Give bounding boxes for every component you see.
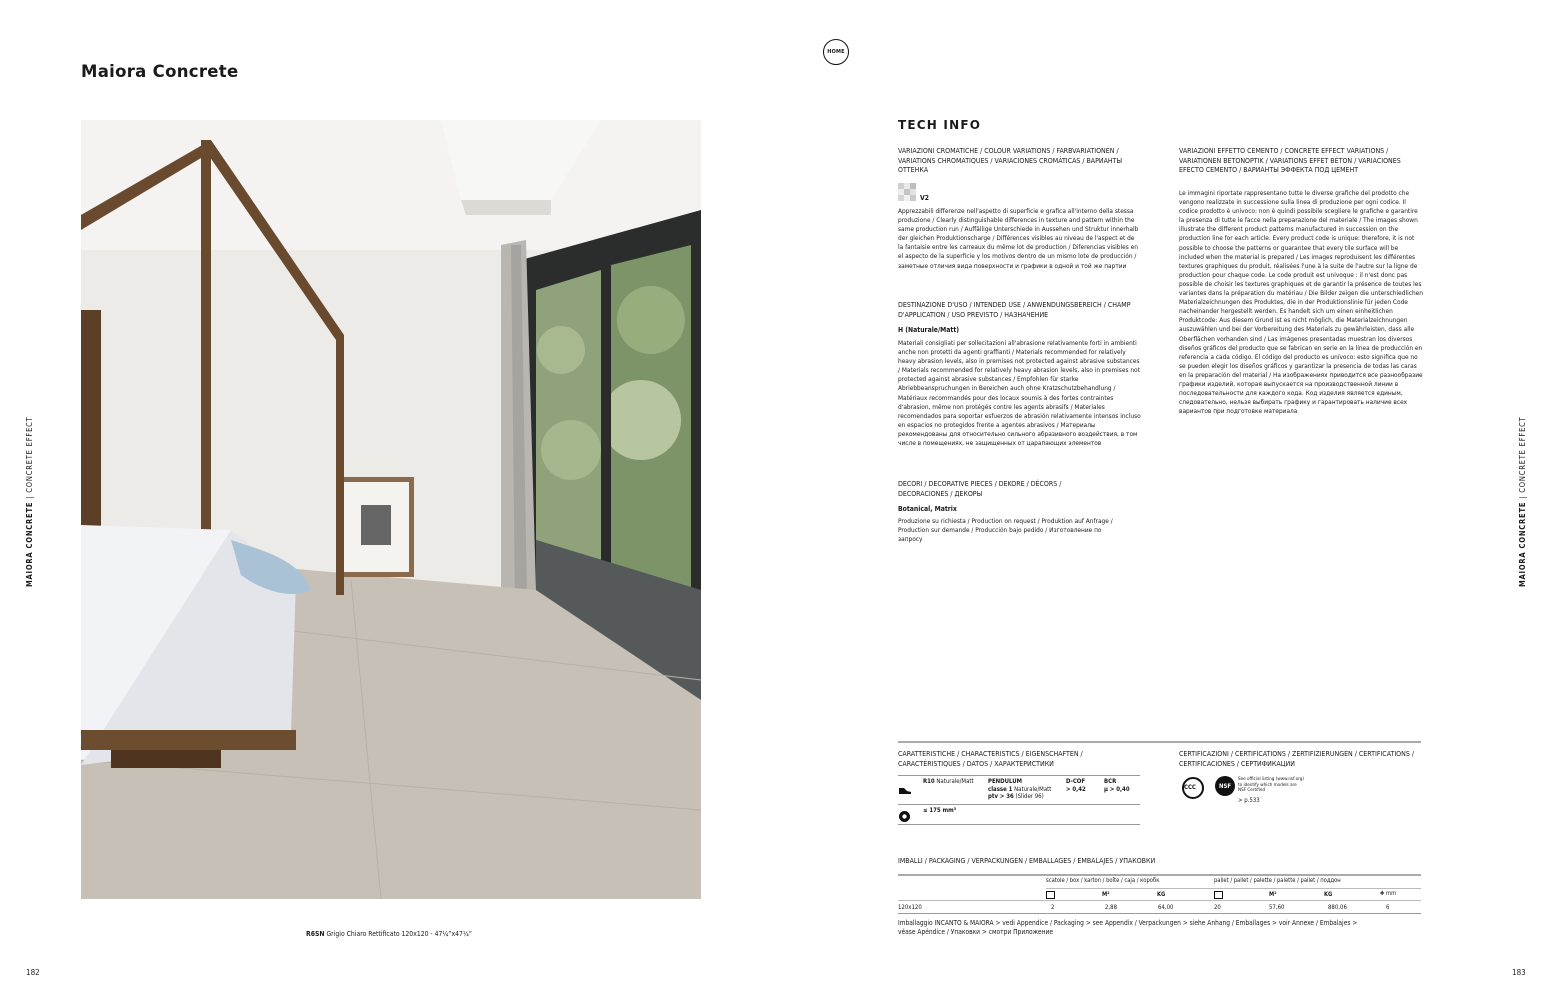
packaging-rule-bottom [898,913,1421,914]
pendulum-label: PENDULUM [988,778,1023,785]
page-number-left: 182 [26,968,40,977]
box-heading: scatole / box / karton / boîte / caja / коробк [1046,878,1160,884]
row-pallet-kg: 880,06 [1328,904,1347,911]
colour-variations-heading: VARIAZIONI CROMATICHE / COLOUR VARIATIONS / FARBVARIATIONEN / VARIATIONS CHROMATIQUES / VARIACIONES CROMÁTICAS / ВАРИАНТЫ ОТТЕНКА [898,147,1123,175]
row-pallet-m2: 57,60 [1269,904,1285,911]
photo-caption [306,930,472,938]
tech-info-title: TECH INFO [898,118,982,132]
nsf-page-ref[interactable]: > p.533 [1238,797,1260,804]
concrete-variations-text: Le immagini riportate rappresentano tutte le diverse grafiche del prodotto che vengono realizzate in successione sulla linea di produzione per ogni codice. Il codice prodotto è univoco: non è quindi possibile scegliere le grafiche e garantire la presenza di tutte le facce nella preparazione del materiale / The images shown illustrate the different product patterns manufactured in succession on the production line for each article. Every product code is unique: therefore, it is not possible to choose the patterns or guarantee that every tile surface will be included when the material is prepared / Les images reproduisent les différentes textures graphiques du produit, réalisées l'une à la suite de l'autre sur la ligne de production pour chaque code. Le code produit est univoque : il n'est donc pas possible de choisir les textures graphiques et de garantir la présence de toutes les variantes dans la préparation du matériau / Die Bilder zeigen die unterschiedlichen Materialzeichnungen des Produktes, die in der Produktionslinie für jeden Code nacheinander hergestellt werden. Es handelt sich um einen einheitlichen Produktcode: Aus diesem Grund ist es nicht möglich, die Materialzeichnungen auszuwählen und bei der Vorbereitung des Materials zu gewährleisten, dass alle Oberflächen vorhanden sind / Las imágenes presentadas muestran los diversos diseños gráficos del producto que se fabrican en serie en la línea de producción en referencia a cada código. El código del producto es unívoco: esto significa que no se pueden elegir los diseños gráficos y garantizar la presencia de todas las caras en la preparación del material / На изображениях приводится все разнообразие графики изделий, которая выпускается на производственной линии в последовательности для каждого кода. Код изделия является единым, следовательно, нельзя выбирать графику и гарантировать наличие всех вариантов при подготовке материала [1179,189,1423,416]
dcof-label: D-COF [1066,778,1086,785]
nsf-listing-line1: See official listing (www.nsf.org) [1238,777,1304,782]
characteristics-rule-mid [898,804,1140,805]
bcr-info [1104,778,1130,793]
nsf-listing-text [1238,777,1304,794]
abrasion-value: ≤ 175 mm³ [923,807,957,814]
decors-names: Botanical, Matrix [898,505,957,513]
intended-use-class: H (Naturale/Matt) [898,326,960,334]
pallet-icon [1214,891,1223,899]
ptv-value: ptv > 36 [988,793,1014,801]
packaging-heading: IMBALLI / PACKAGING / VERPACKUNGEN / EMBALLAGES / EMBALAJES / УПАКОВКИ [898,857,1156,865]
box-icon [1046,891,1055,899]
packaging-note: Imballaggio INCANTO & MAIORA > vedi Appendice / Packaging > see Appendix / Verpackungen > siehe Anhang / Emballages > voir Annexe / Embalajes > véase Apéndice / Упаковки > смотри Приложение [898,919,1358,937]
characteristics-heading: CARATTERISTICHE / CHARACTERISTICS / EIGENSCHAFTEN / CARACTÉRISTIQUES / DATOS / ХАРАКТЕРИСТИКИ [898,750,1083,768]
home-label: HOME [827,49,845,55]
box-m2-header: M² [1102,892,1110,898]
pendulum-class: classe 1 [988,785,1013,793]
product-code: R6SN [306,930,325,938]
swatch-pattern-icon [898,183,916,201]
shoe-icon [898,780,912,799]
packaging-header-rule [898,900,1421,901]
pendulum-finish: Naturale/Matt [1012,785,1052,793]
product-description: Grigio Chiaro Rettificato 120x120 - 47¼”x47¼” [324,930,472,938]
side-label-left-normal: | CONCRETE EFFECT [25,416,34,502]
pallet-kg-header: KG [1324,892,1333,898]
ccc-text: CCC [1184,784,1196,791]
bedroom-photo [81,120,701,899]
pallet-heading: pallet / pallet / palette / palette / pallet / поддон [1214,878,1341,884]
colour-variations-text: Apprezzabili differenze nell'aspetto di superficie e grafica all'interno della stessa produzione / Clearly distinguishable differences in texture and pattern within the same production run / Auffällige Unterschiede in Aussehen und Struktur innerhalb der gleichen Produktionscharge / Différences visibles au niveau de l'aspect et de la fantaisie entre les carreaux du même lot de production / Diferencias visibles en el aspecto de la superficie y los motivos dentro de un mismo lote de producción / заметные отличия вида поверхности и графики в одной и той же партии [898,207,1139,270]
slip-resistance [923,778,974,786]
side-label-right [1518,416,1527,587]
packaging-rule-top [898,874,1421,876]
row-box-kg: 64,00 [1158,904,1174,911]
pallet-m2-header: M² [1269,892,1277,898]
thickness-icon: ✚ [1380,891,1385,897]
row-thickness: 6 [1386,904,1390,911]
decors-heading: DECORI / DECORATIVE PIECES / DEKORE / DÉCORS / DECORACIONES / ДЕКОРЫ [898,480,1062,498]
concrete-variations-heading: VARIAZIONI EFFETTO CEMENTO / CONCRETE EFFECT VARIATIONS / VARIATIONEN BETONOPTIK / VARIATIONS EFFET BÉTON / VARIACIONES EFECTO CEMENTO / ВАРИАНТЫ ЭФФЕКТА ПОД ЦЕМЕНТ [1179,147,1401,175]
page-title: Maiora Concrete [81,62,239,81]
variation-level: V2 [920,194,929,202]
thickness-unit: mm [1386,891,1397,897]
nsf-listing-line3: NSF Certified [1238,788,1266,794]
characteristics-rule-top [898,775,1140,776]
dcof-info [1066,778,1086,793]
ptv-slider: (Slider 96) [1013,793,1044,801]
packaging-subrule [1046,888,1421,889]
ccc-logo [1179,776,1207,804]
side-label-left-bold: MAIORA CONCRETE [25,501,34,587]
characteristics-rule-bottom [898,824,1140,825]
dcof-value: > 0,42 [1066,785,1086,793]
colour-variation-swatch [898,183,916,201]
side-label-right-bold: MAIORA CONCRETE [1518,501,1527,587]
nsf-logo [1215,776,1235,796]
intended-use-heading: DESTINAZIONE D'USO / INTENDED USE / ANWENDUNGSBEREICH / CHAMP D'APPLICATION / USO PREVISTO / НАЗНАЧЕНИЕ [898,301,1131,319]
certifications-heading: CERTIFICAZIONI / CERTIFICATIONS / ZERTIFIZIERUNGEN / CERTIFICATIONS / CERTIFICACIONES / СЕРТИФИКАЦИИ [1179,750,1414,768]
bedroom-photo-illustration [81,120,701,899]
home-button[interactable] [823,39,849,65]
bcr-value: µ > 0,40 [1104,785,1130,793]
thickness-header [1380,891,1396,897]
intended-use-text: Materiali consigliati per sollecitazioni all'abrasione relativamente forti in ambienti anche non protetti da agenti graffianti / Materials recommended for relatively heavy abrasion levels, also in premises not protected against abrasive substances / Materials recommended for relatively heavy abrasion levels, also in premises not protected against abrasive substances / Empfohlen für starke Abriebbeanspruchungen in Bereichen auch ohne Kratzschutzbehandlung / Matériaux recommandés pour des locaux soumis à des fortes contraintes d'abrasion, même non protégés contre les agents abrasifs / Materiales recomendados para soportar esfuerzos de abrasión relativamente intensos incluso en espacios no protegidos frente a agentes abrasivos / Материалы рекомендованы для относительно сильного абразивного воздействия, в том числе в помещениях, не защищенных от царапающих элементов [898,339,1141,448]
box-kg-header: KG [1157,892,1166,898]
slip-finish: Naturale/Matt [934,778,974,785]
bcr-label: BCR [1104,778,1117,785]
decors-text: Produzione su richiesta / Production on request / Produktion auf Anfrage / Production sur demande / Producción bajo pedido / Изготовление по запросу [898,517,1113,544]
pendulum-info [988,778,1063,801]
row-box-pcs: 2 [1051,904,1055,911]
page-number-right: 183 [1512,968,1526,977]
slip-rating: R10 [923,778,935,785]
row-pallet-boxes: 20 [1214,904,1221,911]
nsf-text: NSF [1218,782,1232,790]
section-divider [898,741,1421,743]
row-size: 120x120 [898,904,922,911]
row-box-m2: 2,88 [1105,904,1118,911]
side-label-right-normal: | CONCRETE EFFECT [1518,416,1527,502]
nsf-listing-line2: to identify which models are [1238,782,1297,788]
side-label-left [25,416,34,587]
